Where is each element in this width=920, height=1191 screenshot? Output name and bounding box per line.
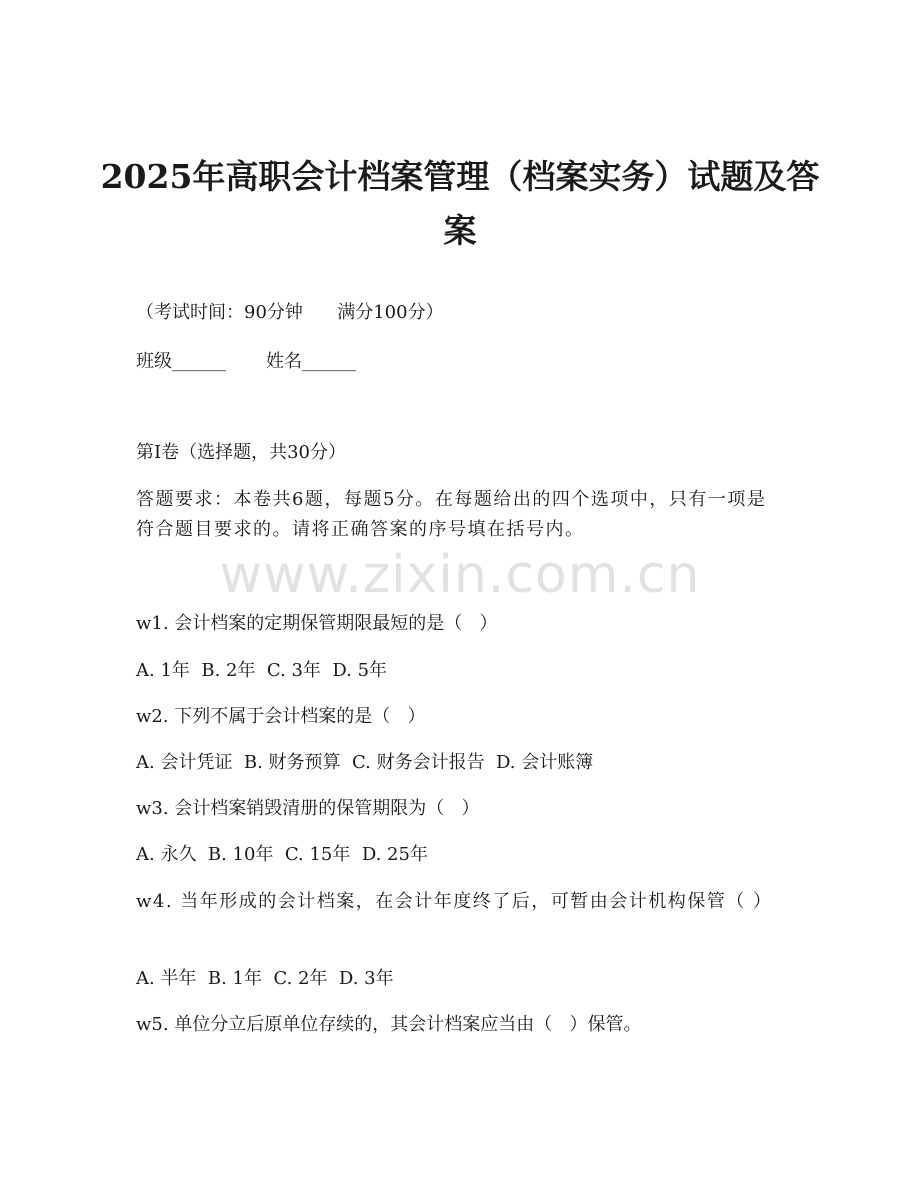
class-name-line: 班级______ 姓名______ xyxy=(136,351,357,372)
question-stem: w4. 当年形成的会计档案，在会计年度终了后，可暂由会计机构保管（ ） xyxy=(136,891,773,912)
question-options: A. 1年 B. 2年 C. 3年 D. 5年 xyxy=(136,660,388,681)
document-title: 2025年高职会计档案管理（档案实务）试题及答案 xyxy=(100,157,820,250)
question-stem: w3. 会计档案销毁清册的保管期限为（ ） xyxy=(136,798,480,819)
section-heading: 第I卷（选择题，共30分） xyxy=(136,442,347,463)
question-options: A. 永久 B. 10年 C. 15年 D. 25年 xyxy=(136,844,428,865)
question-options: A. 会计凭证 B. 财务预算 C. 财务会计报告 D. 会计账簿 xyxy=(136,752,594,773)
instructions: 答题要求：本卷共6题，每题5分。在每题给出的四个选项中，只有一项是符合题目要求的。请将正确答案的序号填在括号内。 xyxy=(136,489,767,540)
question-stem: w1. 会计档案的定期保管期限最短的是（ ） xyxy=(136,613,498,634)
exam-info: （考试时间：90分钟 满分100分） xyxy=(136,302,444,323)
question-stem: w2. 下列不属于会计档案的是（ ） xyxy=(136,706,426,727)
question-options: A. 半年 B. 1年 C. 2年 D. 3年 xyxy=(136,968,394,989)
watermark: www.zixin.com.cn xyxy=(219,545,701,605)
question-stem: w5. 单位分立后原单位存续的，其会计档案应当由（ ）保管。 xyxy=(136,1014,642,1035)
